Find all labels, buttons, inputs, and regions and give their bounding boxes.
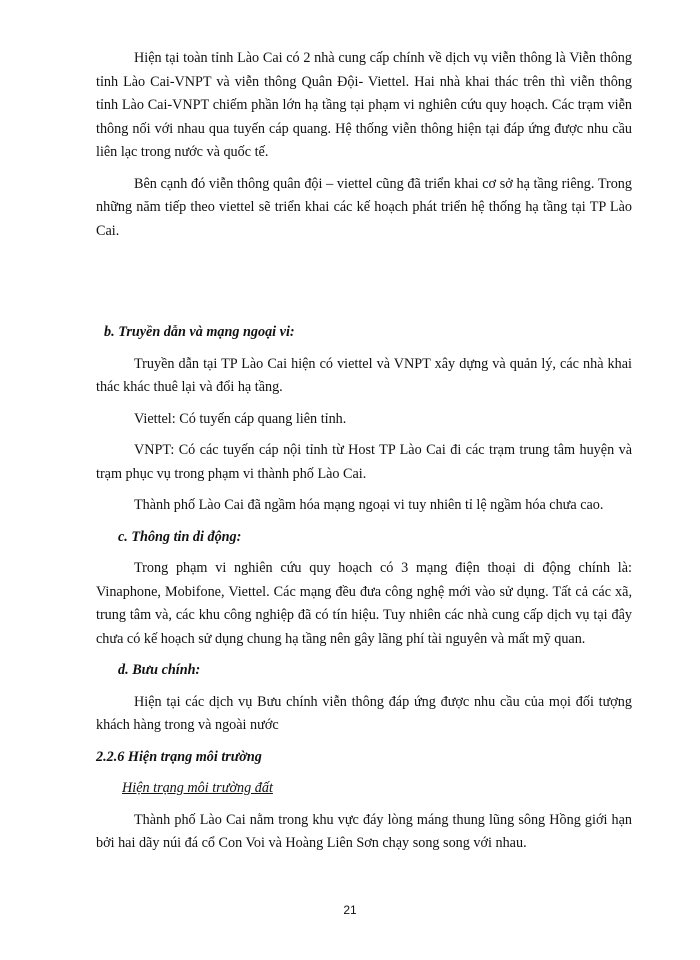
paragraph: VNPT: Có các tuyến cáp nội tỉnh từ Host TP Lào Cai đi các trạm trung tâm huyện và trạm phục vụ trong phạm vi thành phố Lào Cai. bbox=[96, 442, 632, 482]
paragraph: Viettel: Có tuyến cáp quang liên tỉnh. bbox=[134, 410, 347, 427]
paragraph: Bên cạnh đó viễn thông quân đội – viettel cũng đã triển khai cơ sở hạ tầng riêng. Trong những năm tiếp theo viettel sẽ triển khai các kế hoạch phát triển hệ thống hạ tầng tại TP Lào Cai. bbox=[96, 175, 632, 239]
paragraph: Thành phố Lào Cai đã ngầm hóa mạng ngoại vi tuy nhiên tỉ lệ ngầm hóa chưa cao. bbox=[134, 497, 604, 513]
paragraph: Hiện tại các dịch vụ Bưu chính viễn thông đáp ứng được nhu cầu của mọi đối tượng khách hàng trong và ngoài nước bbox=[96, 693, 632, 733]
paragraph: Trong phạm vi nghiên cứu quy hoạch có 3 mạng điện thoại di động chính là: Vinaphone, Mobifone, Viettel. Các mạng đều đưa công nghệ mới vào sử dụng. Tất cả các xã, trung tâm và, các khu công nghiệp đã có tín hiệu. Tuy nhiên các nhà cung cấp dịch vụ tại đây chưa có kế hoạch sử dụng chung hạ tầng nên gây lãng phí tài nguyên và mất mỹ quan. bbox=[96, 560, 632, 647]
document-body bbox=[96, 47, 632, 864]
section-heading-c: c. Thông tin di động: bbox=[118, 528, 242, 545]
page-number: 21 bbox=[343, 903, 357, 917]
subsection-heading: Hiện trạng môi trường đất bbox=[122, 780, 273, 796]
paragraph: Hiện tại toàn tỉnh Lào Cai có 2 nhà cung cấp chính về dịch vụ viễn thông là Viễn thông tỉnh Lào Cai-VNPT và viễn thông Quân Đội- Viettel. Hai nhà khai thác trên thì viễn thông tỉnh Lào Cai-VNPT chiếm phần lớn hạ tầng tại phạm vi nghiên cứu quy hoạch. Các trạm viễn thông nối với nhau qua tuyến cáp quang. Hệ thống viễn thông hiện tại đáp ứng được nhu cầu liên lạc trong nước và quốc tế. bbox=[96, 50, 632, 160]
section-heading-2-2-6: 2.2.6 Hiện trạng môi trường bbox=[96, 748, 262, 765]
section-heading-d: d. Bưu chính: bbox=[118, 662, 201, 678]
section-heading-b: b. Truyền dẫn và mạng ngoại vi: bbox=[104, 324, 295, 340]
paragraph: Thành phố Lào Cai nằm trong khu vực đáy lòng máng thung lũng sông Hồng giới hạn bởi hai dãy núi đá cổ Con Voi và Hoàng Liên Sơn chạy song song với nhau. bbox=[96, 811, 632, 851]
paragraph: Truyền dẫn tại TP Lào Cai hiện có viettel và VNPT xây dựng và quản lý, các nhà khai thác khác thuê lại và đổi hạ tầng. bbox=[96, 355, 632, 395]
